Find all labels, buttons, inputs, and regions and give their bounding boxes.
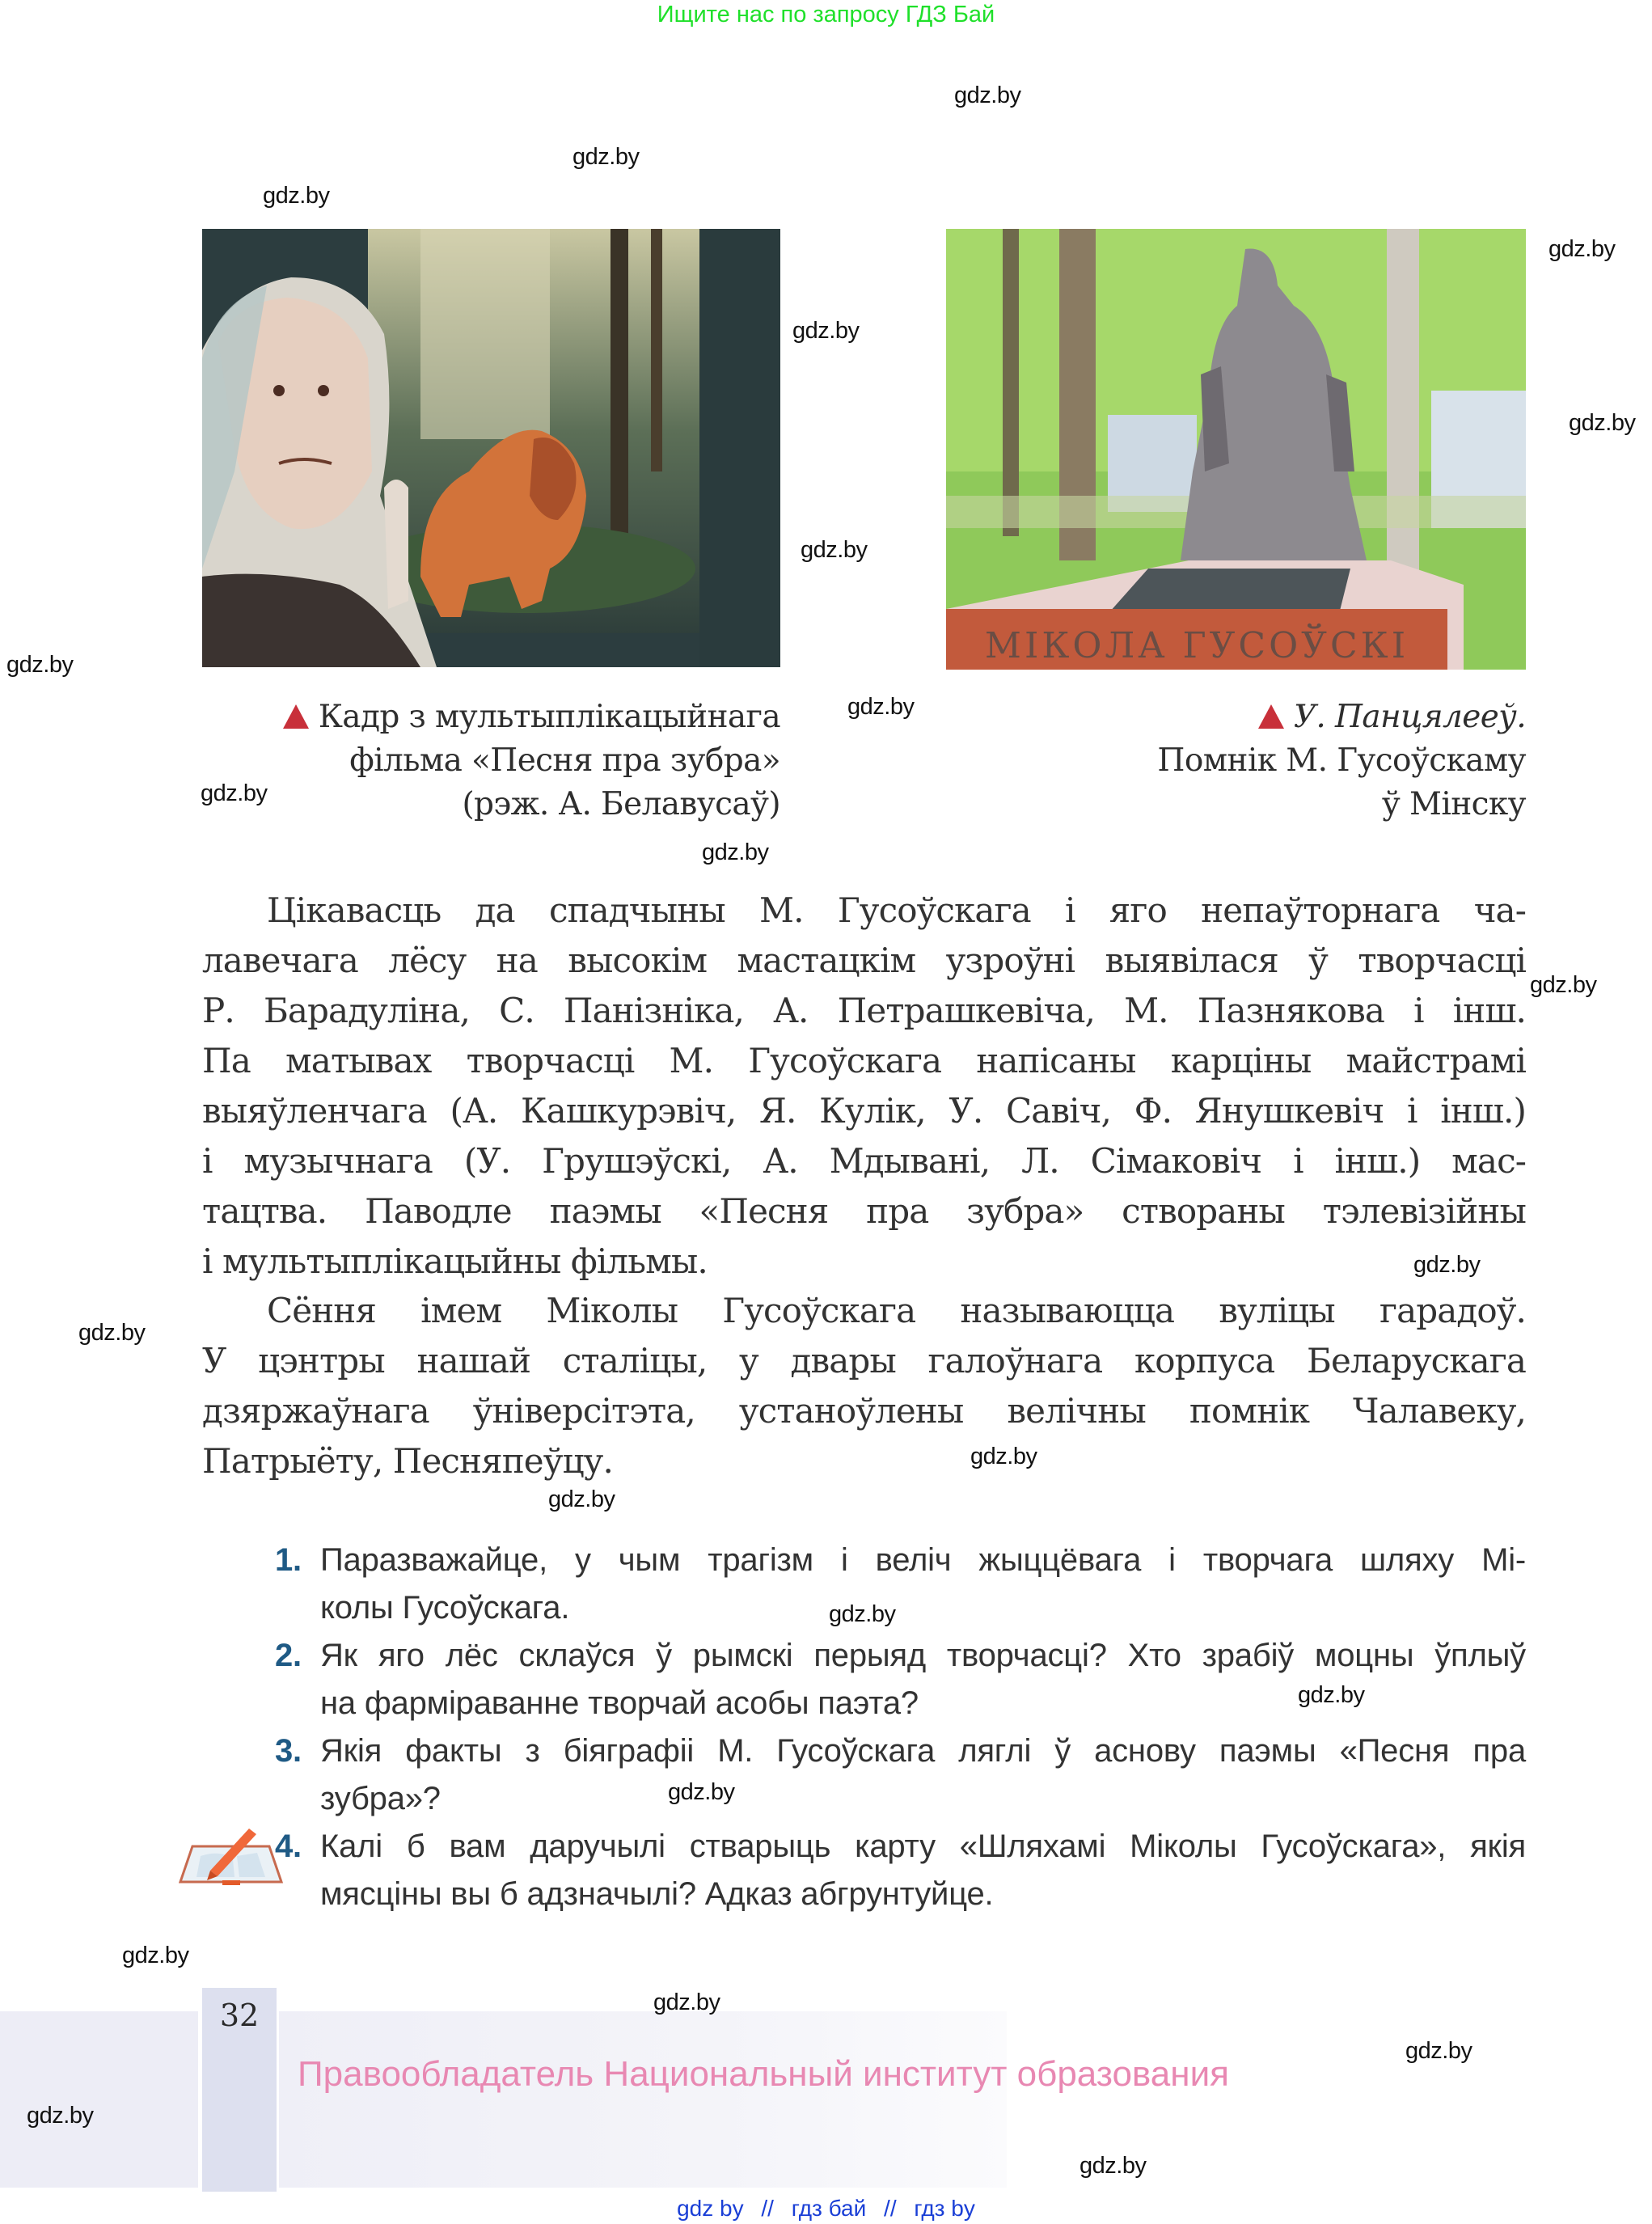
cartoon-frame-caption [202, 696, 780, 827]
caption-line: Кадр з мультыплікацыйнага [318, 699, 780, 735]
page-number: 32 [219, 1998, 260, 2033]
watermark-text: gdz.by [1405, 2038, 1472, 2064]
watermark-text: gdz.by [1080, 2153, 1147, 2179]
question-item [275, 1632, 1526, 1727]
question-line: Паразважайце, у чым трагізм і веліч жыццёвага і творчага шляху Мі- [320, 1542, 1526, 1578]
body-paragraph-2 [202, 1286, 1526, 1486]
caption-marker-icon [1258, 704, 1284, 729]
monument-inscription: МІКОЛА ГУСОЎСКІ [984, 625, 1409, 666]
watermark-text: gdz.by [847, 694, 915, 720]
text-line: выяўленчага (А. Кашкурэвіч, Я. Кулік, У. Савіч, Ф. Янушкевіч і інш.) [202, 1091, 1526, 1131]
footer-link-gdz-bai[interactable]: гдз бай [791, 2196, 867, 2221]
top-banner: Ищите нас по запросу ГДЗ Бай [657, 2, 995, 27]
watermark-text: gdz.by [801, 537, 868, 563]
question-line: колы Гусоўскага. [320, 1590, 570, 1626]
text-line: Па матывах творчасці М. Гусоўскага напісаны карціны майстрамі [202, 1041, 1526, 1080]
watermark-text: gdz.by [122, 1943, 189, 1968]
questions-list [275, 1537, 1526, 1918]
body-paragraph-1 [202, 886, 1526, 1287]
watermark-text: gdz.by [6, 652, 74, 678]
watermark-text: gdz.by [572, 144, 640, 170]
caption-author: У. Панцялееў. [1293, 699, 1526, 735]
caption-line: ў Мінску [1381, 786, 1526, 822]
watermark-text: gdz.by [201, 780, 268, 806]
watermark-text: gdz.by [548, 1486, 615, 1512]
question-line: Якія факты з біяграфіі М. Гусоўскага ляглі ў аснову паэмы «Песня пра [320, 1733, 1526, 1769]
text-line: лавечага лёсу на высокім мастацкім узроўні выявілася ў творчасці [202, 941, 1526, 980]
cartoon-frame-image [202, 229, 780, 667]
monument-caption [946, 696, 1526, 827]
link-separator: // [761, 2196, 774, 2221]
footer-link-gdz-by[interactable]: gdz by [677, 2196, 744, 2221]
watermark-text: gdz.by [1530, 972, 1597, 998]
watermark-text: gdz.by [954, 82, 1021, 108]
watermark-text: gdz.by [653, 1989, 720, 2015]
text-line: Сёння імем Міколы Гусоўскага называюцца вуліцы гарадоў. [267, 1291, 1526, 1330]
watermark-text: gdz.by [970, 1444, 1037, 1469]
text-line: і мультыплікацыйны фільмы. [202, 1241, 708, 1281]
watermark-text: gdz.by [792, 318, 860, 344]
question-number: 1. [275, 1542, 302, 1578]
watermark-text: gdz.by [702, 839, 769, 865]
question-line: зубра»? [320, 1781, 441, 1816]
watermark-text: gdz.by [668, 1779, 735, 1805]
watermark-text: gdz.by [1413, 1252, 1481, 1278]
caption-line: (рэж. А. Белавусаў) [462, 786, 780, 822]
question-number: 3. [275, 1733, 302, 1769]
question-number: 4. [275, 1829, 302, 1864]
footer-band [279, 2011, 1007, 2188]
writing-task-icon [176, 1824, 285, 1888]
watermark-text: gdz.by [78, 1320, 146, 1346]
text-line: Патрыёту, Песняпеўцу. [202, 1441, 613, 1481]
watermark-text: gdz.by [1298, 1682, 1365, 1708]
question-number: 2. [275, 1638, 302, 1673]
text-line: У цэнтры нашай сталіцы, у двары галоўнага корпуса Беларускага [202, 1341, 1526, 1380]
watermark-text: gdz.by [1569, 410, 1636, 436]
question-item [275, 1823, 1526, 1918]
text-line: Цікавасць да спадчыны М. Гусоўскага і яго непаўторнага ча- [267, 890, 1526, 930]
question-line: Калі б вам даручылі стварыць карту «Шляхамі Міколы Гусоўскага», якія [320, 1829, 1526, 1864]
monument-image [946, 229, 1526, 670]
footer-link-gdz-by-cyr[interactable]: гдз by [914, 2196, 975, 2221]
watermark-text: gdz.by [263, 183, 330, 209]
question-line: на фарміраванне творчай асобы паэта? [320, 1685, 919, 1721]
caption-marker-icon [283, 704, 309, 729]
watermark-text: gdz.by [829, 1601, 896, 1627]
text-line: Р. Барадуліна, С. Панізніка, А. Петрашкевіча, М. Пазнякова і інш. [202, 991, 1526, 1030]
text-line: тацтва. Паводле паэмы «Песня пра зубра» створаны тэлевізійны [202, 1191, 1526, 1231]
question-line: Як яго лёс склаўся ў рымскі перыяд творчасці? Хто зрабіў моцны ўплыў [320, 1638, 1526, 1673]
text-line: дзяржаўнага ўніверсітэта, устаноўлены велічны помнік Чалавеку, [202, 1391, 1526, 1431]
link-separator: // [884, 2196, 897, 2221]
question-item [275, 1727, 1526, 1823]
question-line: мясціны вы б адзначылі? Адказ абгрунтуйце. [320, 1876, 994, 1912]
footer-links [0, 2196, 1652, 2222]
caption-line: Помнік М. Гусоўскаму [1157, 742, 1526, 779]
question-item [275, 1537, 1526, 1632]
watermark-text: gdz.by [1548, 236, 1616, 262]
footer-band-left [0, 2011, 198, 2188]
text-line: і музычнага (У. Грушэўскі, А. Мдывані, Л. Сімаковіч і інш.) мас- [202, 1141, 1526, 1181]
rights-holder-text: Правообладатель Национальный институт образования [298, 2054, 1229, 2094]
watermark-text: gdz.by [27, 2103, 94, 2129]
caption-line: фільма «Песня пра зубра» [349, 742, 780, 779]
